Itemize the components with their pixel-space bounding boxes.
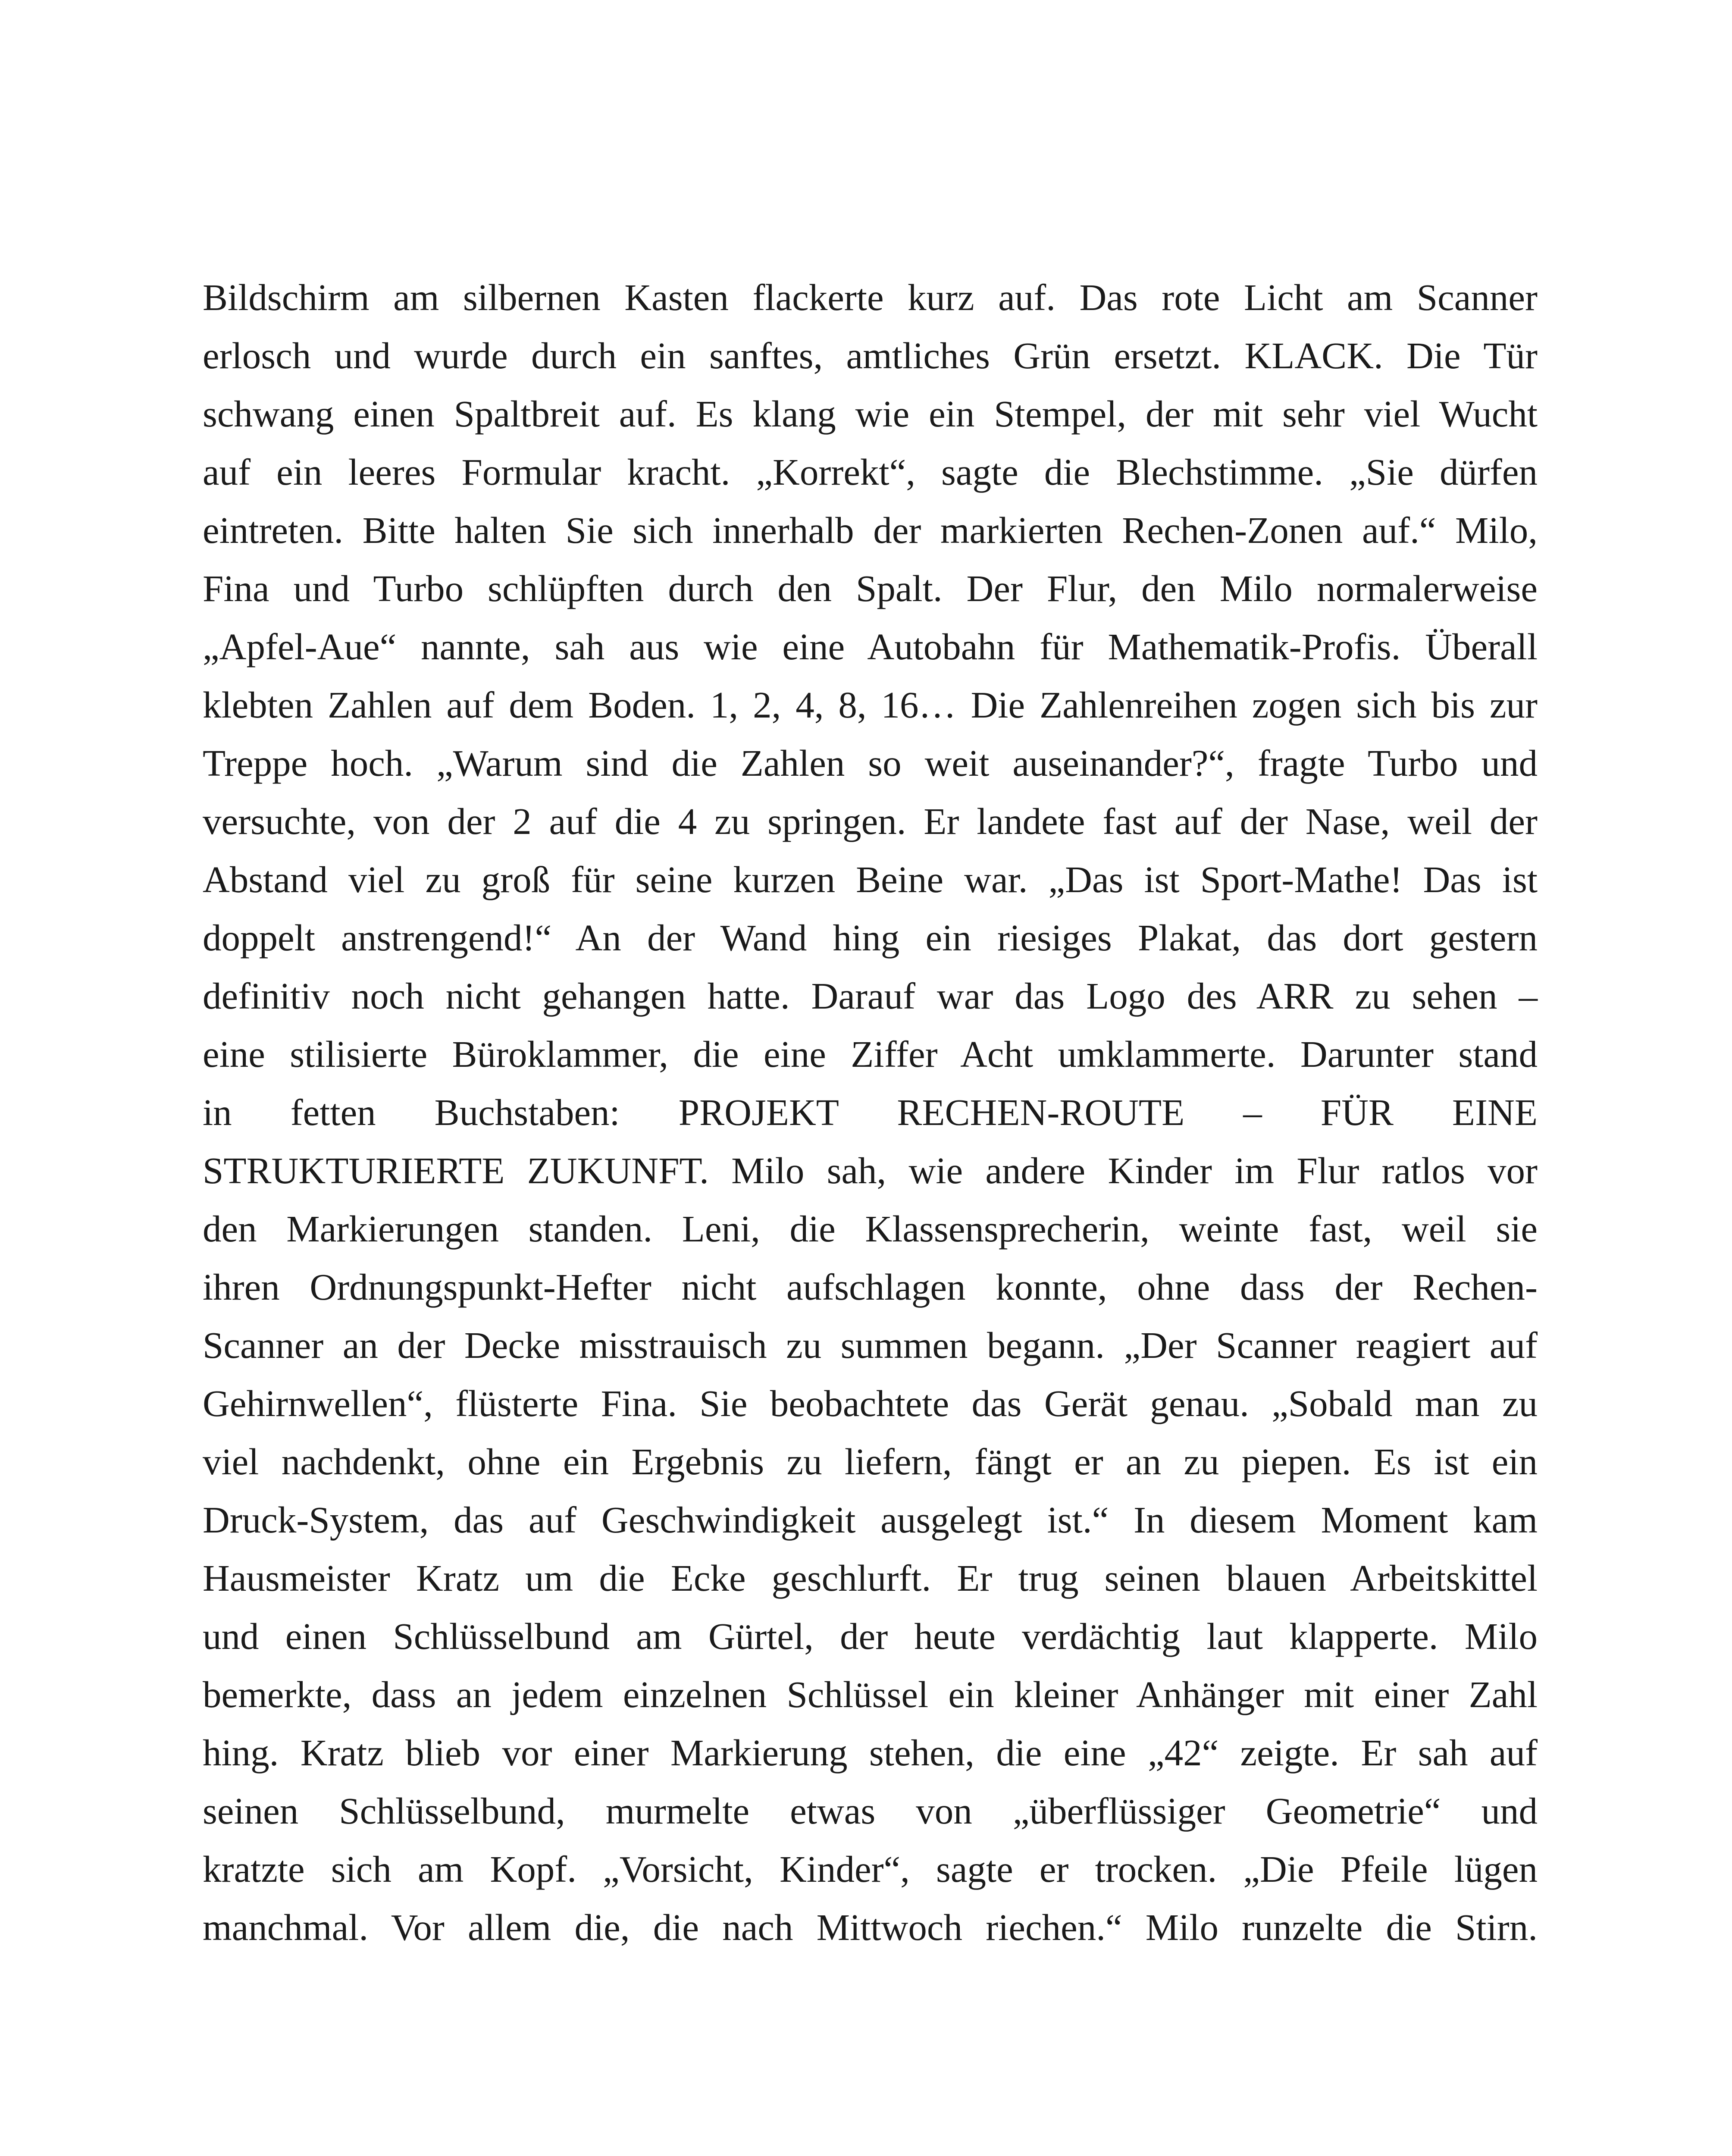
text-line: definitiv noch nicht gehangen hatte. Darauf war das Logo des ARR zu sehen – xyxy=(203,975,1538,1017)
text-line: auf ein leeres Formular kracht. „Korrekt“, sagte die Blechstimme. „Sie dürfen xyxy=(203,451,1538,493)
text-line: hing. Kratz blieb vor einer Markierung stehen, die eine „42“ zeigte. Er sah auf xyxy=(203,1732,1538,1774)
text-line: schwang einen Spaltbreit auf. Es klang wie ein Stempel, der mit sehr viel Wucht xyxy=(203,393,1538,435)
text-line: erlosch und wurde durch ein sanftes, amtliches Grün ersetzt. KLACK. Die Tür xyxy=(203,335,1538,376)
text-line: in fetten Buchstaben: PROJEKT RECHEN-ROUTE – FÜR EINE xyxy=(203,1091,1538,1133)
text-line: Bildschirm am silbernen Kasten flackerte kurz auf. Das rote Licht am Scanner xyxy=(203,276,1538,318)
text-line: klebten Zahlen auf dem Boden. 1, 2, 4, 8, 16… Die Zahlenreihen zogen sich bis zur xyxy=(203,684,1538,726)
text-line: STRUKTURIERTE ZUKUNFT. Milo sah, wie andere Kinder im Flur ratlos vor xyxy=(203,1150,1538,1191)
text-line: versuchte, von der 2 auf die 4 zu springen. Er landete fast auf der Nase, weil der xyxy=(203,800,1538,842)
text-line: eine stilisierte Büroklammer, die eine Ziffer Acht umklammerte. Darunter stand xyxy=(203,1033,1538,1075)
text-line: viel nachdenkt, ohne ein Ergebnis zu liefern, fängt er an zu piepen. Es ist ein xyxy=(203,1441,1538,1482)
text-line: Gehirnwellen“, flüsterte Fina. Sie beobachtete das Gerät genau. „Sobald man zu xyxy=(203,1382,1538,1424)
text-line: bemerkte, dass an jedem einzelnen Schlüssel ein kleiner Anhänger mit einer Zahl xyxy=(203,1673,1538,1715)
text-line: Abstand viel zu groß für seine kurzen Beine war. „Das ist Sport-Mathe! Das ist xyxy=(203,859,1538,900)
text-line: Fina und Turbo schlüpften durch den Spalt. Der Flur, den Milo normalerweise xyxy=(203,567,1538,609)
text-line: Scanner an der Decke misstrauisch zu summen begann. „Der Scanner reagiert auf xyxy=(203,1324,1538,1366)
text-line: den Markierungen standen. Leni, die Klassensprecherin, weinte fast, weil sie xyxy=(203,1208,1538,1250)
text-line: ihren Ordnungspunkt-Hefter nicht aufschlagen konnte, ohne dass der Rechen- xyxy=(203,1266,1538,1308)
text-line: Druck-System, das auf Geschwindigkeit ausgelegt ist.“ In diesem Moment kam xyxy=(203,1499,1538,1541)
text-line: manchmal. Vor allem die, die nach Mittwoch riechen.“ Milo runzelte die Stirn. xyxy=(203,1906,1538,1948)
text-line: Hausmeister Kratz um die Ecke geschlurft. Er trug seinen blauen Arbeitskittel xyxy=(203,1557,1538,1599)
text-line: kratzte sich am Kopf. „Vorsicht, Kinder“, sagte er trocken. „Die Pfeile lügen xyxy=(203,1848,1538,1890)
text-line: eintreten. Bitte halten Sie sich innerhalb der markierten Rechen-Zonen auf.“ Milo, xyxy=(203,509,1538,551)
text-line: „Apfel-Aue“ nannte, sah aus wie eine Autobahn für Mathematik-Profis. Überall xyxy=(203,626,1538,667)
text-line: doppelt anstrengend!“ An der Wand hing ein riesiges Plakat, das dort gestern xyxy=(203,917,1538,959)
text-line: seinen Schlüsselbund, murmelte etwas von „überflüssiger Geometrie“ und xyxy=(203,1790,1538,1832)
text-line: Treppe hoch. „Warum sind die Zahlen so weit auseinander?“, fragte Turbo und xyxy=(203,742,1538,784)
body-text xyxy=(203,268,1538,1956)
text-line: und einen Schlüsselbund am Gürtel, der heute verdächtig laut klapperte. Milo xyxy=(203,1615,1538,1657)
